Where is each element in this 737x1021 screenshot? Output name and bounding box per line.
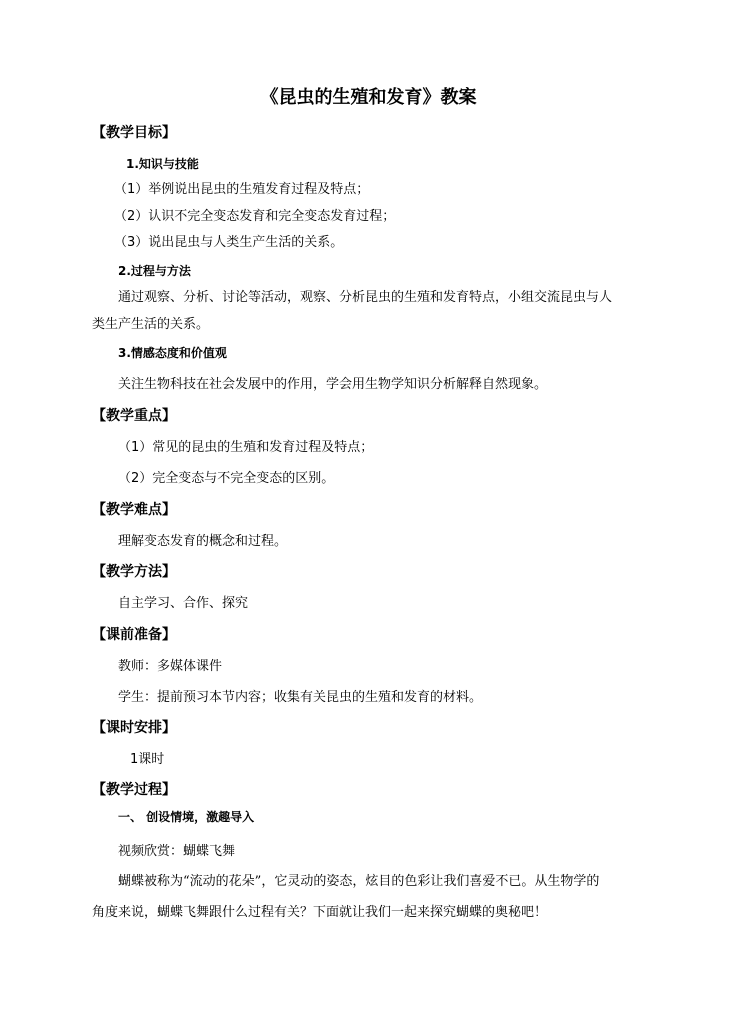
procedure-step1-title: 一、 创设情境，激趣导入	[118, 810, 255, 824]
intro-paragraph-quote: “流动的花朵”	[183, 874, 262, 889]
key-points-heading: 【教学重点】	[92, 408, 176, 424]
process-title: 2.过程与方法	[118, 264, 191, 278]
procedure-heading: 【教学过程】	[92, 782, 176, 798]
objectives-heading: 【教学目标】	[92, 125, 176, 141]
attitude-title: 3.情感态度和价值观	[118, 346, 227, 360]
intro-paragraph-part-a: 蝴蝶被称为	[118, 874, 184, 889]
page-title: 《昆虫的生殖和发育》教案	[260, 87, 477, 108]
difficulties-text: 理解变态发育的概念和过程。	[118, 534, 288, 549]
intro-paragraph-line2: 角度来说，蝴蝶飞舞跟什么过程有关？下面就让我们一起来探究蝴蝶的奥秘吧！	[92, 905, 548, 920]
video-line: 视频欣赏：蝴蝶飞舞	[118, 844, 236, 859]
key-point-1: （1）常见的昆虫的生殖和发育过程及特点；	[118, 440, 374, 455]
knowledge-item-1: （1）举例说出昆虫的生殖发育过程及特点；	[114, 182, 370, 197]
attitude-text: 关注生物科技在社会发展中的作用，学会用生物学知识分析解释自然现象。	[118, 377, 548, 392]
key-point-2: （2）完全变态与不完全变态的区别。	[118, 471, 335, 486]
difficulties-heading: 【教学难点】	[92, 502, 176, 518]
preparation-student: 学生：提前预习本节内容；收集有关昆虫的生殖和发育的材料。	[118, 690, 483, 705]
preparation-heading: 【课前准备】	[92, 627, 176, 643]
intro-paragraph-line1	[118, 873, 599, 891]
schedule-text: 1课时	[130, 752, 165, 767]
process-text-line1: 通过观察、分析、讨论等活动，观察、分析昆虫的生殖和发育特点，小组交流昆虫与人	[118, 290, 613, 305]
intro-paragraph-part-b: ，它灵动的姿态，炫目的色彩让我们喜爱不已。从生物学的	[261, 874, 600, 889]
knowledge-item-2: （2）认识不完全变态发育和完全变态发育过程；	[114, 209, 396, 224]
knowledge-title: 1.知识与技能	[126, 157, 199, 171]
methods-heading: 【教学方法】	[92, 564, 176, 580]
knowledge-item-3: （3）说出昆虫与人类生产生活的关系。	[114, 235, 344, 250]
preparation-teacher: 教师：多媒体课件	[118, 659, 223, 674]
process-text-line2: 类生产生活的关系。	[92, 317, 210, 332]
methods-text: 自主学习、合作、探究	[118, 596, 249, 611]
schedule-heading: 【课时安排】	[92, 720, 176, 736]
